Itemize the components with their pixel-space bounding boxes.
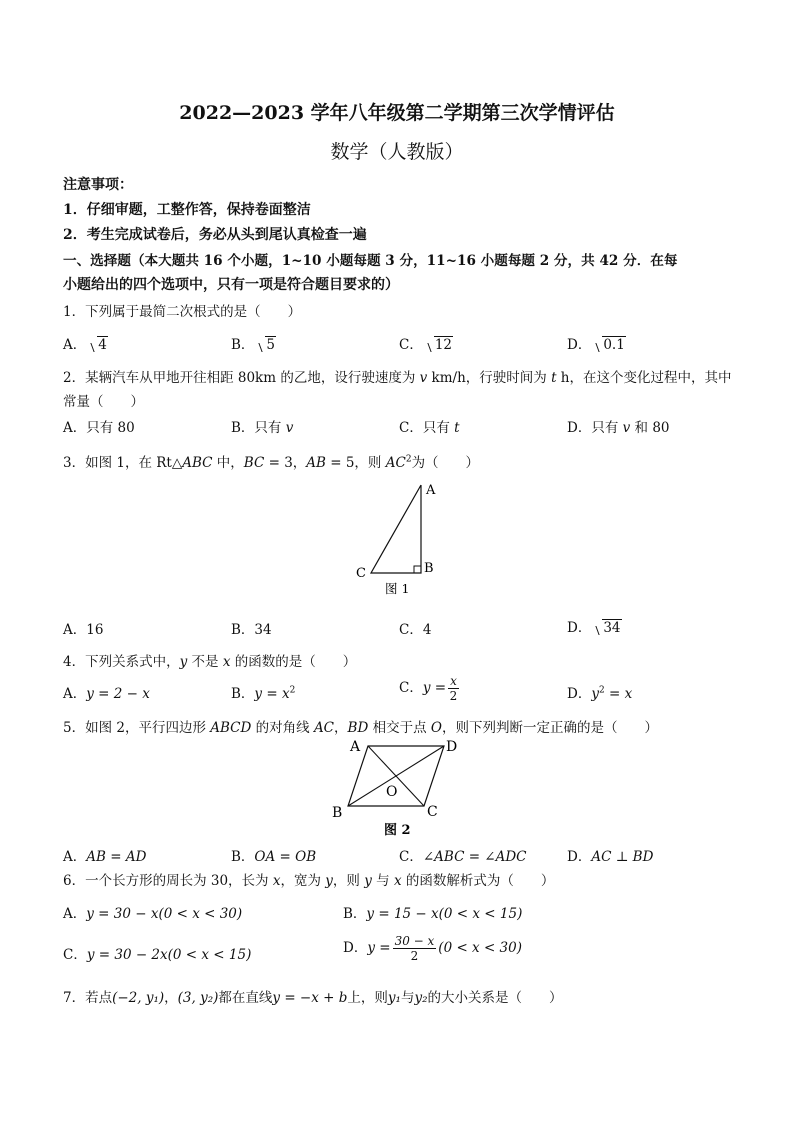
var-y2: y₂ (414, 990, 428, 1006)
text: 上，则 (347, 990, 388, 1006)
expression: y = 30 − 2x(0 < x < 15) (86, 947, 252, 963)
figure-1-caption: 图 1 (385, 581, 410, 596)
option-label: B． (231, 337, 255, 353)
exponent: 2 (289, 685, 296, 696)
text: 7．若点 (63, 990, 113, 1006)
sqrt-symbol (425, 337, 453, 353)
text: 中， (212, 455, 244, 471)
text: 5．如图 2，平行四边形 (63, 720, 211, 736)
vertex-c-label: C (427, 804, 438, 820)
text: ，宽为 (280, 873, 326, 889)
expression: y (591, 686, 599, 702)
text: = 5，则 (325, 455, 386, 471)
sqrt-symbol (593, 620, 621, 636)
exponent: 2 (598, 685, 605, 696)
q4-option-c[interactable] (399, 674, 461, 703)
fraction (393, 934, 437, 963)
notice-item-1: 1．仔细审题，工整作答，保持卷面整洁 (63, 202, 311, 218)
expression: y = (422, 680, 447, 696)
q3-option-c[interactable]: C．4 (399, 622, 432, 638)
q2-option-a[interactable]: A．只有 80 (63, 420, 135, 436)
var-y: y (364, 873, 372, 889)
text: C．只有 (399, 420, 455, 436)
q2-option-d[interactable] (567, 416, 670, 436)
q6-option-b[interactable] (343, 902, 522, 922)
expression: y = (367, 940, 391, 956)
exam-title: 2022—2023 学年八年级第二学期第三次学情评估 (179, 102, 615, 124)
q3-option-d[interactable] (567, 616, 622, 636)
var-y: y (325, 873, 333, 889)
var-x: x (393, 873, 402, 889)
expression: y = 15 − x(0 < x < 15) (366, 906, 523, 922)
radicand: 0.1 (603, 337, 625, 353)
expression: AB = AD (86, 849, 147, 865)
option-label: D． (567, 686, 592, 702)
option-label: C． (399, 337, 423, 353)
figure-2-caption: 图 2 (384, 823, 411, 838)
exponent: 2 (405, 454, 412, 465)
var-x: x (222, 654, 231, 670)
section-heading-line-2: 小题给出的四个选项中，只有一项是符合题目要求的） (63, 277, 399, 293)
sqrt-symbol (593, 337, 625, 353)
text: 的大小关系是（ ） (427, 990, 563, 1006)
notice-heading: 注意事项： (63, 177, 133, 193)
text: 4．下列关系式中， (63, 654, 180, 670)
vertex-a-label: A (350, 739, 361, 755)
option-label: D． (567, 849, 592, 865)
option-label: A． (63, 849, 87, 865)
var-v: v (622, 420, 631, 436)
text: km/h，行驶时间为 (427, 370, 552, 386)
option-label: A． (63, 906, 87, 922)
radicand: 4 (98, 337, 107, 353)
q2-option-b[interactable] (231, 416, 293, 436)
numerator: x (450, 674, 457, 688)
option-label: B． (231, 849, 255, 865)
fraction (448, 674, 459, 703)
text: 6．一个长方形的周长为 30，长为 (63, 873, 273, 889)
expression: AC ⊥ BD (591, 849, 654, 865)
point-1: (−2, y₁) (112, 990, 165, 1006)
center-o-label: O (386, 784, 398, 800)
option-label: C． (399, 849, 423, 865)
q1-option-d[interactable] (567, 333, 626, 353)
option-label: B． (231, 686, 255, 702)
line-equation: y = −x + b (272, 990, 348, 1006)
q1-option-a[interactable] (63, 333, 108, 353)
option-label: A． (63, 686, 87, 702)
text: 2．某辆汽车从甲地开往相距 80km 的乙地，设行驶速度为 (63, 370, 420, 386)
text: 相交于点 (368, 720, 431, 736)
expression: = x (604, 686, 633, 702)
text: 的对角线 (251, 720, 314, 736)
q6-option-c[interactable] (63, 943, 251, 963)
var-t: t (551, 370, 557, 386)
q5-option-b[interactable] (231, 845, 316, 865)
text: ， (334, 720, 348, 736)
var: BC (243, 455, 265, 471)
text: 的函数解析式为（ ） (401, 873, 555, 889)
vertex-b-label: B (332, 805, 343, 821)
question-4-stem (63, 650, 356, 670)
question-2-stem-line-1 (63, 366, 732, 386)
q4-option-b[interactable] (231, 682, 295, 702)
vertex-b-label: B (424, 561, 434, 576)
triangle-edges (371, 485, 421, 573)
notice-item-2: 2．考生完成试卷后，务必从头到尾认真检查一遍 (63, 227, 367, 243)
var: AC (385, 455, 406, 471)
var: ABCD (210, 720, 252, 736)
option-label: C． (399, 680, 423, 696)
figure-2-parallelogram (328, 736, 468, 841)
expression: OA = OB (254, 849, 317, 865)
text: ，则 (332, 873, 365, 889)
expression: y = 30 − x(0 < x < 30) (86, 906, 243, 922)
option-label: B． (343, 906, 367, 922)
question-3-stem (63, 451, 479, 471)
sqrt-symbol (88, 337, 108, 353)
var: ABC (182, 455, 213, 471)
option-label: D． (567, 337, 592, 353)
option-label: D． (343, 940, 368, 956)
q5-option-a[interactable] (63, 845, 146, 865)
expression: (0 < x < 30) (438, 940, 522, 956)
var-x: x (272, 873, 281, 889)
section-heading-line-1: 一、选择题（本大题共 16 个小题，1~10 小题每题 3 分，11~16 小题每题 2 分，共 42 分．在每 (63, 253, 678, 269)
text: 为（ ） (411, 455, 480, 471)
q3-option-a[interactable]: A．16 (63, 622, 104, 638)
denominator: 2 (449, 689, 458, 703)
q5-option-c[interactable] (399, 845, 527, 865)
q3-option-b[interactable]: B．34 (231, 622, 272, 638)
text: 与 (371, 873, 394, 889)
text: 不是 (187, 654, 223, 670)
q4-option-d[interactable] (567, 682, 632, 702)
text: 与 (400, 990, 415, 1006)
right-angle-mark (414, 566, 421, 573)
radicand: 34 (603, 620, 621, 636)
var-y1: y₁ (387, 990, 401, 1006)
option-label: C． (63, 947, 87, 963)
text: B．只有 (231, 420, 286, 436)
q2-option-c[interactable] (399, 416, 460, 436)
expression: ∠ABC = ∠ADC (422, 849, 527, 865)
text: D．只有 (567, 420, 623, 436)
point-2: (3, y₂) (177, 990, 219, 1006)
question-7-stem (63, 986, 562, 1006)
var: AB (306, 455, 326, 471)
vertex-c-label: C (356, 566, 366, 581)
question-2-stem-line-2: 常量（ ） (63, 394, 144, 410)
text: 3．如图 1，在 Rt△ (63, 455, 183, 471)
radicand: 5 (266, 337, 276, 353)
q6-option-d[interactable] (343, 934, 522, 963)
var: O (430, 720, 442, 736)
text: 都在直线 (218, 990, 273, 1006)
var-v: v (419, 370, 428, 386)
text: 的函数的是（ ） (230, 654, 357, 670)
text: ， (164, 990, 178, 1006)
var: BD (347, 720, 369, 736)
q6-option-a[interactable] (63, 902, 242, 922)
var-v: v (285, 420, 294, 436)
option-label: A． (63, 337, 87, 353)
question-5-stem (63, 716, 658, 736)
vertex-d-label: D (446, 739, 458, 755)
figure-1-right-triangle (350, 478, 450, 596)
question-1-stem: 1．下列属于最简二次根式的是（ ） (63, 304, 302, 320)
expression: y = x (254, 686, 290, 702)
text: 和 80 (630, 420, 670, 436)
numerator: 30 − x (394, 934, 435, 948)
sqrt-symbol (256, 337, 276, 353)
question-6-stem (63, 869, 554, 889)
var-t: t (454, 420, 460, 436)
denominator: 2 (410, 949, 419, 963)
q1-option-c[interactable] (399, 333, 453, 353)
var-y: y (179, 654, 188, 670)
vertex-a-label: A (426, 483, 436, 498)
var: AC (313, 720, 335, 736)
q5-option-d[interactable] (567, 845, 653, 865)
radicand: 12 (434, 337, 453, 353)
text: ，则下列判断一定正确的是（ ） (441, 720, 658, 736)
exam-subtitle: 数学（人教版） (330, 141, 464, 163)
q1-option-b[interactable] (231, 333, 276, 353)
q4-option-a[interactable] (63, 682, 150, 702)
text: = 3， (264, 455, 307, 471)
expression: y = 2 − x (86, 686, 150, 702)
text: h，在这个变化过程中，其中 (556, 370, 732, 386)
option-label: D． (567, 620, 592, 636)
